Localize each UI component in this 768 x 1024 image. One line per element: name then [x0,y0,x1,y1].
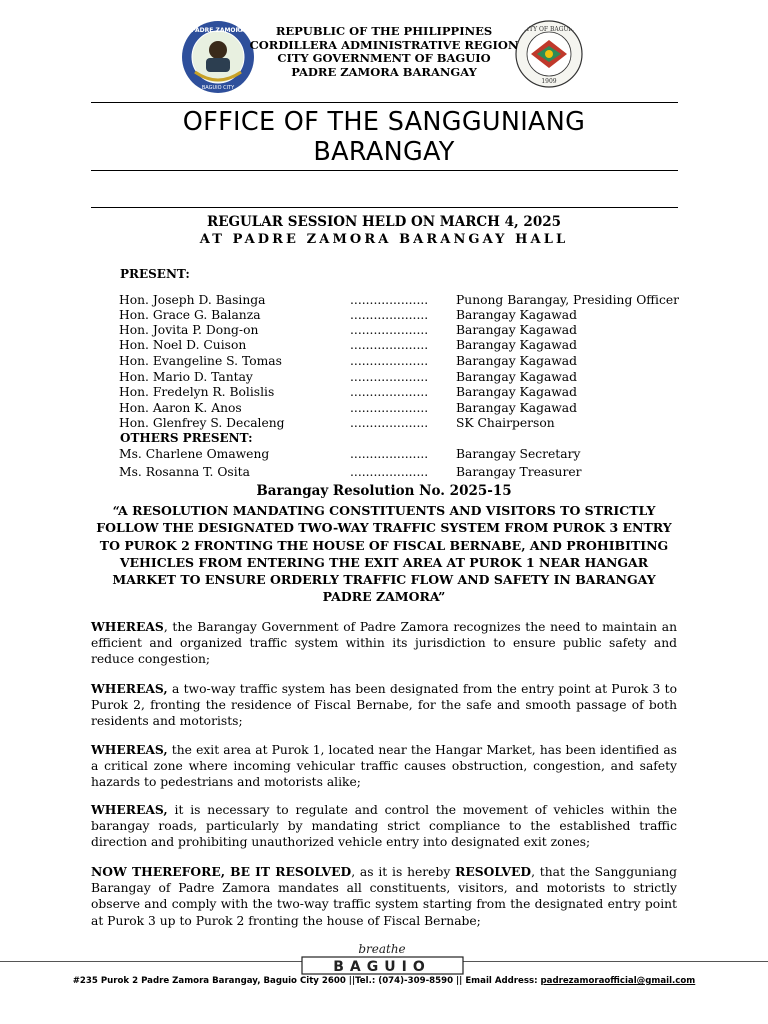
header-divider-middle [91,170,678,171]
letterhead-line-republic: REPUBLIC OF THE PHILIPPINES [275,24,493,38]
paragraph-body: the exit area at Purok 1, located near the Hangar Market, has been identified as a critical zone where incoming vehicular traffic causes obstruction, congestion, and safety hazards to pedestrians and motorists alike; [91,743,677,790]
others-present-label: OTHERS PRESENT: [120,431,253,445]
whereas-paragraph-1 [91,619,677,668]
leader-dots: .................... [350,385,429,399]
attendee-name: Hon. Aaron K. Anos [119,401,242,415]
office-title-line2: BARANGAY [313,137,455,167]
leader-dots: .................... [350,465,429,479]
attendee-role: Barangay Kagawad [456,370,578,384]
attendee-name: Hon. Noel D. Cuison [119,338,247,352]
leader-dots: .................... [350,354,429,368]
svg-text:PADRE ZAMORA: PADRE ZAMORA [191,27,245,34]
attendee-name: Ms. Rosanna T. Osita [119,465,250,479]
leader-dots: .................... [350,401,429,415]
whereas-paragraph-3 [91,742,677,791]
breathe-baguio-logo [300,940,465,978]
header-divider-bottom [91,207,678,208]
attendee-name: Hon. Evangeline S. Tomas [119,354,282,368]
session-date: REGULAR SESSION HELD ON MARCH 4, 2025 [207,214,561,230]
paragraph-connector: , as it is hereby [351,865,456,879]
baguio-word-text: BAGUIO [333,959,431,975]
footer-address: #235 Purok 2 Padre Zamora Barangay, Baguio City 2600 ||Tel.: (074)-309-8590 || Email Address: [72,976,541,986]
leader-dots: .................... [350,416,429,430]
attendee-role: Barangay Kagawad [456,354,578,368]
leader-dots: .................... [350,308,429,322]
attendee-name: Hon. Mario D. Tantay [119,370,253,384]
present-label: PRESENT: [120,267,190,281]
whereas-lead: WHEREAS, [91,742,168,757]
svg-text:CITY OF BAGUIO: CITY OF BAGUIO [522,26,576,33]
attendee-role: SK Chairperson [456,416,555,430]
attendee-role: Barangay Treasurer [456,465,582,479]
resolved-keyword: RESOLVED [455,864,532,879]
whereas-lead: WHEREAS, [91,802,168,817]
svg-text:BAGUIO CITY: BAGUIO CITY [201,85,235,91]
resolved-paragraph [91,864,677,929]
paragraph-body: , the Barangay Government of Padre Zamora recognizes the need to maintain an efficient and organized traffic system within its jurisdiction to ensure public safety and reduce congestion; [91,620,677,667]
attendee-name: Hon. Jovita P. Dong-on [119,323,259,337]
letterhead-line-city: CITY GOVERNMENT OF BAGUIO [277,51,491,66]
paragraph-body: it is necessary to regulate and control the movement of vehicles within the barangay roads, particularly by mandating strict compliance to the established traffic direction and prohibiting unauthorized vehicle entry into designated exit zones; [91,803,677,850]
resolution-number: Barangay Resolution No. 2025-15 [256,483,512,499]
whereas-lead: WHEREAS, [91,681,168,696]
letterhead [0,25,768,80]
resolution-title: “A RESOLUTION MANDATING CONSTITUENTS AND VISITORS TO STRICTLY FOLLOW THE DESIGNATED TWO-WAY TRAFFIC SYSTEM FROM PUROK 3 ENTRY TO PUROK 2 FRONTING THE HOUSE OF FISCAL BERNABE, AND PROHIBITING VEHICLES FROM ENTERING THE EXIT AREA AT PUROK 1 NEAR HANGAR MARKET TO ENSURE ORDERLY TRAFFIC FLOW AND SAFETY IN BARANGAY PADRE ZAMORA” [96,503,672,605]
attendee-name: Ms. Charlene Omaweng [119,447,270,461]
session-venue: AT PADRE ZAMORA BARANGAY HALL [199,232,569,247]
svg-text:1909: 1909 [541,78,557,85]
footer-email-link[interactable]: padrezamoraofficial@gmail.com [540,976,696,986]
attendee-role: Barangay Secretary [456,447,581,461]
whereas-paragraph-4 [91,802,677,851]
resolved-lead: NOW THEREFORE, BE IT RESOLVED [91,864,352,879]
whereas-lead: WHEREAS [91,619,164,634]
attendee-role: Barangay Kagawad [456,401,578,415]
leader-dots: .................... [350,338,429,352]
leader-dots: .................... [350,447,429,461]
leader-dots: .................... [350,323,429,337]
paragraph-body: , that the Sangguniang Barangay of Padre Zamora mandates all constituents, visitors, and motorists to strictly observe and comply with the two-way traffic system starting from the designated entry point at Purok 3 up to Purok 2 fronting the house of Fiscal Bernabe; [91,865,677,928]
attendee-role: Barangay Kagawad [456,323,578,337]
leader-dots: .................... [350,293,429,307]
office-title-line1: OFFICE OF THE SANGGUNIANG [182,107,586,137]
attendee-role: Barangay Kagawad [456,338,578,352]
whereas-paragraph-2 [91,681,677,730]
attendee-role: Punong Barangay, Presiding Officer [456,293,680,307]
attendee-name: Hon. Glenfrey S. Decaleng [119,416,285,430]
office-title [0,107,768,167]
attendee-role: Barangay Kagawad [456,308,578,322]
header-divider-top [91,102,678,103]
breathe-script-text: breathe [358,942,406,956]
letterhead-line-barangay: PADRE ZAMORA BARANGAY [291,65,477,80]
letterhead-line-region: CORDILLERA ADMINISTRATIVE REGION [249,37,519,52]
session-heading [0,213,768,249]
attendee-name: Hon. Joseph D. Basinga [119,293,266,307]
attendee-name: Hon. Fredelyn R. Bolislis [119,385,275,399]
attendee-role: Barangay Kagawad [456,385,578,399]
paragraph-body: a two-way traffic system has been designated from the entry point at Purok 3 to Purok 2, fronting the residence of Fiscal Bernabe, for the safe and smooth passage of both residents and motorists; [91,682,677,729]
footer-contact [0,976,768,986]
attendee-name: Hon. Grace G. Balanza [119,308,261,322]
leader-dots: .................... [350,370,429,384]
